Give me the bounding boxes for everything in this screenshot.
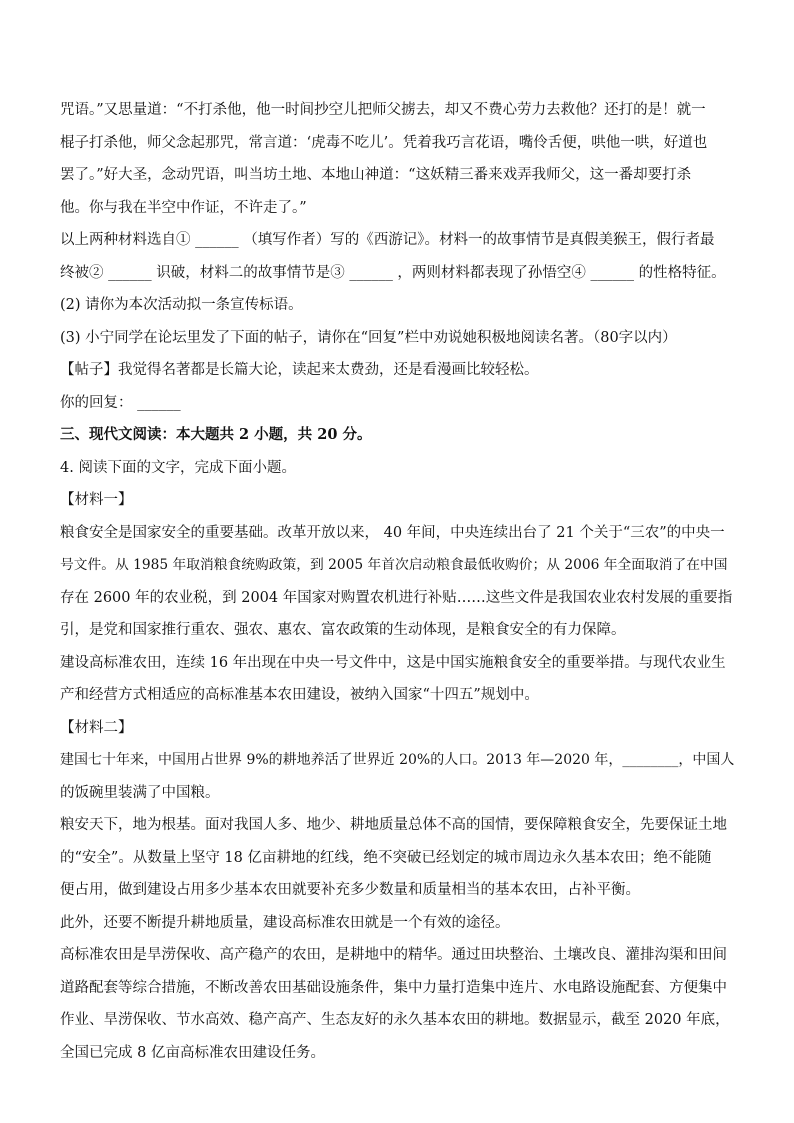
- reply-line: 你的回复： ______: [60, 394, 181, 411]
- text-line: 的饭碗里装满了中国粮。: [60, 784, 220, 801]
- text-line: 作业、旱涝保收、节水高效、稳产高产、生态友好的永久基本农田的耕地。数据显示，截至 2020 年底，: [60, 1012, 730, 1028]
- text-line: 此外，还要不断提升耕地质量，建设高标准农田就是一个有效的途径。: [60, 914, 510, 931]
- text-line: 存在 2600 年的农业税，到 2004 年国家对购置农机进行补贴……这些文件是我国农业农村发展的重要指: [60, 589, 733, 606]
- document-page: [60, 94, 734, 1069]
- text-line: 的“安全”。从数量上坚守 18 亿亩耕地的红线，绝不突破已经划定的城市周边永久基本农田；绝不能随: [60, 849, 712, 866]
- question-1-text: 以上两种材料选自① ______ （填写作者）写的《西游记》。材料一的故事情节是真假美猴王，假行者最: [60, 232, 715, 248]
- post-text: 【帖子】我觉得名著都是长篇大论，读起来太费劲，还是看漫画比较轻松。: [60, 362, 539, 378]
- section-heading: 三、现代文阅读：本大题共 2 小题，共 20 分。: [60, 426, 372, 443]
- text-line: 罢了。”好大圣，念动咒语，叫当坊土地、本地山神道：“这妖精三番来戏弄我师父，这一番却要打杀: [60, 167, 692, 183]
- text-line: 粮安天下，地为根基。面对我国人多、地少、耕地质量总体不高的国情，要保障粮食安全，先要保证土地: [60, 817, 727, 833]
- text-line: 建设高标准农田，连续 16 年出现在中央一号文件中，这是中国实施粮食安全的重要举措。与现代农业生: [60, 654, 726, 671]
- text-line: 引，是党和国家推行重农、强农、惠农、富农政策的生动体现，是粮食安全的有力保障。: [60, 622, 626, 638]
- text-line: 建国七十年来，中国用占世界 9%的耕地养活了世界近 20%的人口。2013 年—2020 年，________，中国人: [60, 752, 735, 768]
- question-3-text: (3) 小宁同学在论坛里发了下面的帖子，请你在“回复”栏中劝说她积极地阅读名著。（80字以内）: [60, 329, 677, 346]
- text-line: 高标准农田是旱涝保收、高产稳产的农田，是耕地中的精华。通过田块整治、土壤改良、灌排沟渠和田间: [60, 947, 727, 963]
- text-line: 全国已完成 8 亿亩高标准农田建设任务。: [60, 1044, 325, 1061]
- question-2-text: (2) 请你为本次活动拟一条宣传标语。: [60, 297, 303, 313]
- material-2-heading: 【材料二】: [60, 719, 133, 736]
- question-4-instruction: 4. 阅读下面的文字，完成下面小题。: [60, 459, 296, 476]
- text-line: 他。你与我在半空中作证，不许走了。”: [60, 199, 307, 216]
- text-line: 棍子打杀他，师父念起那咒，常言道：‘虎毒不吃儿’。凭着我巧言花语，嘴伶舌便，哄他一哄，好道也: [60, 134, 708, 151]
- material-1-heading: 【材料一】: [60, 492, 133, 508]
- text-line: 粮食安全是国家安全的重要基础。改革开放以来， 40 年间，中央连续出台了 21 个关于“三农”的中央一: [60, 524, 725, 541]
- text-line: 道路配套等综合措施，不断改善农田基础设施条件，集中力量打造集中连片、水电路设施配套、方便集中: [60, 979, 727, 996]
- text-line: 便占用，做到建设占用多少基本农田就要补充多少数量和质量相当的基本农田，占补平衡。: [60, 882, 640, 898]
- question-1-text: 终被② ______ 识破，材料二的故事情节是③ ______ ，两则材料都表现了孙悟空④ ______ 的性格特征。: [60, 264, 726, 281]
- text-line: 号文件。从 1985 年取消粮食统购政策，到 2005 年首次启动粮食最低收购价；从 2006 年全面取消了在中国: [60, 557, 728, 573]
- text-line: 产和经营方式相适应的高标准基本农田建设，被纳入国家“十四五”规划中。: [60, 687, 539, 703]
- text-line: 咒语。”又思量道：“不打杀他，他一时间抄空儿把师父掳去，却又不费心劳力去救他？还打的是！就一: [60, 102, 706, 118]
